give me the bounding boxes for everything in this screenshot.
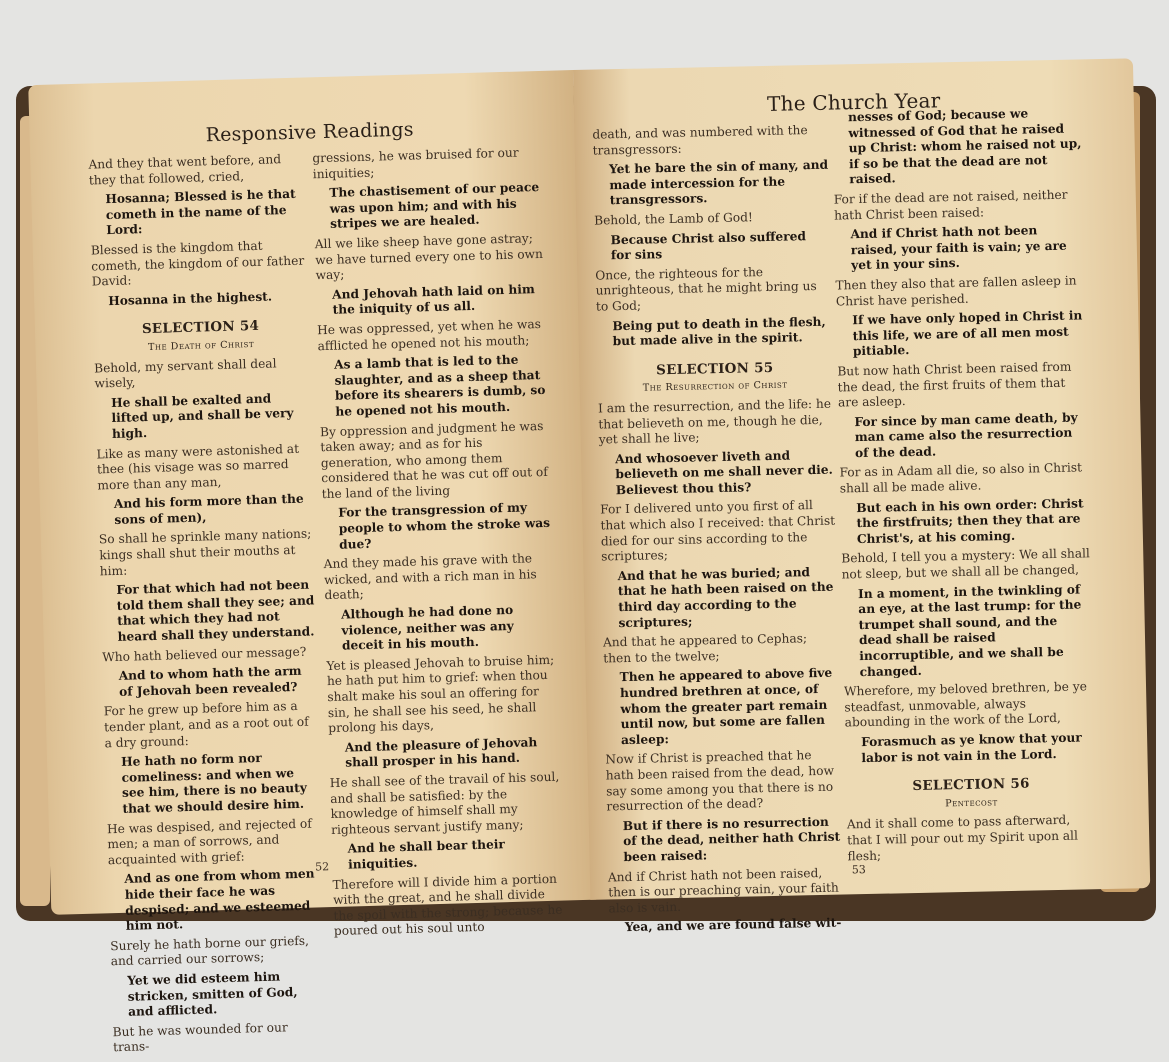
- leader-verse: By oppression and judgment he was taken away; and as for his generation, who among them considered that he was cut off out of the land of the living: [319, 418, 548, 502]
- response-verse: Yea, and we are found false wit-: [624, 915, 842, 935]
- leader-verse: For if the dead are not raised, neither hath Christ been raised:: [833, 187, 1068, 223]
- response-verse: But if there is no resurrection of the dead, neither hath Christ been raised:: [622, 814, 841, 865]
- page-number-right: 53: [851, 863, 866, 877]
- leader-verse: Once, the righteous for the unrighteous, that he might bring us to God;: [595, 264, 817, 314]
- response-verse: Although he had done no violence, neither was any deceit in his mouth.: [340, 602, 514, 653]
- leader-verse: Wherefore, my beloved brethren, be ye steadfast, unmovable, always abounding in the work of the Lord,: [843, 679, 1087, 730]
- leader-verse: And it shall come to pass afterward, that I will pour out my Spirit upon all flesh;: [846, 813, 1079, 863]
- response-verse: And whosoever liveth and believeth on me shall never die. Believest thou this?: [615, 448, 833, 498]
- right-page: [573, 58, 1150, 935]
- response-verse: Forasmuch as ye know that your labor is not vain in the Lord.: [860, 730, 1082, 765]
- right-column-1: [592, 123, 844, 941]
- response-verse: Hosanna in the highest.: [108, 289, 273, 308]
- leader-verse: Like as many were astonished at thee (his visage was so marred more than any man,: [96, 441, 300, 493]
- selection-subtitle: Pentecost: [945, 797, 998, 810]
- response-verse: As a lamb that is led to the slaughter, and as a sheep that before its shearers is dumb, so he opened not his mouth.: [333, 352, 546, 419]
- leader-verse: For I delivered unto you first of all that which also I received: that Christ died for our sins according to the scriptures;: [600, 498, 836, 564]
- leader-verse: Surely he hath borne our griefs, and carried our sorrows;: [110, 933, 310, 969]
- page-number-left: 52: [314, 860, 330, 874]
- leader-verse: Yet is pleased Jehovah to bruise him; he hath put him to grief: when thou shalt make his soul an offering for sin, he shall see his seed, he shall prolong his days,: [326, 652, 555, 736]
- response-verse: Yet he bare the sin of many, and made intercession for the transgressors.: [608, 157, 829, 208]
- leader-verse: For as in Adam all die, so also in Christ shall all be made alive.: [839, 460, 1083, 496]
- selection-subtitle: The Death of Christ: [147, 338, 255, 353]
- response-verse: And if Christ hath not been raised, your faith is vain; ye are yet in your sins.: [850, 223, 1067, 273]
- leader-verse: And they that went before, and they that followed, cried,: [88, 152, 282, 188]
- leader-verse: Behold, the Lamb of God!: [594, 210, 754, 228]
- running-head-left: Responsive Readings: [205, 118, 414, 147]
- response-verse: He hath no form nor comeliness: and when we see him, there is no beauty that we should desire him.: [120, 751, 308, 816]
- response-verse: For since by man came death, by man came also the resurrection of the dead.: [854, 410, 1078, 461]
- selection-heading: SELECTION 55: [656, 359, 774, 379]
- response-verse: For that which had not been told them shall they see; and that which they had not heard shall they understand.: [116, 577, 315, 644]
- response-verse: In a moment, in the twinkling of an eye, at the last trump: for the trumpet shall sound, and the dead shall be raised incorruptible, and we shall be changed.: [857, 582, 1082, 679]
- leader-verse: And they made his grave with the wicked, and with a rich man in his death;: [323, 551, 537, 603]
- response-verse: Then he appeared to above five hundred brethren at once, of whom the greater part remain until now, but some are fallen asleep:: [619, 666, 833, 747]
- leader-verse: death, and was numbered with the transgressors:: [592, 123, 808, 158]
- leader-verse: But he was wounded for our trans-: [112, 1020, 288, 1055]
- response-verse: And he shall bear their iniquities.: [347, 837, 505, 872]
- response-verse: But each in his own order: Christ the firstfruits; then they that are Christ's, at his coming.: [856, 496, 1084, 546]
- response-verse: Because Christ also suffered for sins: [610, 228, 807, 263]
- response-verse: And Jehovah hath laid on him the iniquity of us all.: [331, 281, 536, 318]
- right-column-2: [832, 105, 1098, 868]
- response-verse: Being put to death in the flesh, but made alive in the spirit.: [612, 314, 826, 349]
- leader-verse: gressions, he was bruised for our iniquities;: [312, 145, 519, 181]
- response-verse: And that he was buried; and that he hath been raised on the third day according to the scriptures;: [617, 564, 834, 630]
- left-column-2: [312, 145, 566, 944]
- leader-verse: Now if Christ is preached that he hath been raised from the dead, how say some among you that there is no resurrection of the dead?: [605, 748, 835, 814]
- leader-verse: Then they also that are fallen asleep in Christ have perished.: [835, 273, 1077, 309]
- open-book: [10, 30, 1155, 1055]
- leader-verse: And if Christ hath not been raised, then is our preaching vain, your faith also is vain.: [607, 865, 839, 916]
- response-verse: And his form more than the sons of men),: [113, 491, 304, 527]
- leader-verse: All we like sheep have gone astray; we have turned every one to his own way;: [314, 231, 544, 283]
- leader-verse: He was oppressed, yet when he was afflicted he opened not his mouth;: [316, 316, 542, 353]
- leader-verse: So shall he sprinkle many nations; kings shall shut their mouths at him:: [98, 526, 312, 579]
- leader-verse: For he grew up before him as a tender plant, and as a root out of a dry ground:: [103, 699, 309, 750]
- leader-verse: Behold, my servant shall deal wisely,: [93, 355, 277, 391]
- leader-verse: Who hath believed our message?: [102, 644, 307, 664]
- response-verse: Hosanna; Blessed is he that cometh in the name of the Lord:: [105, 186, 296, 238]
- leader-verse: He was despised, and rejected of men; a man of sorrows, and acquainted with grief:: [106, 816, 312, 868]
- response-verse: For the transgression of my people to whom the stroke was due?: [338, 500, 551, 552]
- left-page: [28, 70, 596, 1055]
- response-verse: Yet we did esteem him stricken, smitten of God, and afflicted.: [127, 969, 298, 1019]
- response-verse: nesses of God; because we witnessed of God that he raised up Christ: whom he raised not up, if so be that the dead are not raised.: [847, 106, 1082, 187]
- response-verse: He shall be exalted and lifted up, and shall be very high.: [110, 391, 294, 441]
- leader-verse: Therefore will I divide him a portion with the great, and he shall divide the spoil with the strong; because he poured out his soul unto: [332, 871, 563, 939]
- leader-verse: Behold, I tell you a mystery: We all shall not sleep, but we shall all be changed,: [841, 546, 1090, 582]
- response-verse: If we have only hoped in Christ in this life, we are of all men most pitiable.: [852, 308, 1083, 359]
- selection-subtitle: The Resurrection of Christ: [642, 379, 788, 394]
- selection-heading: SELECTION 54: [141, 318, 260, 338]
- leader-verse: I am the resurrection, and the life: he that believeth on me, though he die, yet shall he live;: [597, 396, 832, 447]
- leader-verse: But now hath Christ been raised from the dead, the first fruits of them that are asleep.: [837, 359, 1072, 410]
- leader-verse: He shall see of the travail of his soul, and shall be satisfied: by the knowledge of himself shall my righteous servant justify many;: [329, 769, 560, 837]
- left-column-1: [88, 152, 328, 1061]
- running-head-right: The Church Year: [766, 88, 941, 116]
- selection-heading: SELECTION 56: [912, 775, 1030, 795]
- response-verse: And as one from whom men hide their face he was despised; and we esteemed him not.: [124, 866, 315, 933]
- leader-verse: Blessed is the kingdom that cometh, the kingdom of our father David:: [90, 238, 305, 289]
- leader-verse: And that he appeared to Cephas; then to the twelve;: [602, 631, 808, 666]
- response-verse: And to whom hath the arm of Jehovah been revealed?: [118, 664, 302, 699]
- response-verse: The chastisement of our peace was upon him; and with his stripes we are healed.: [329, 180, 540, 232]
- response-verse: And the pleasure of Jehovah shall prosper in his hand.: [344, 735, 538, 771]
